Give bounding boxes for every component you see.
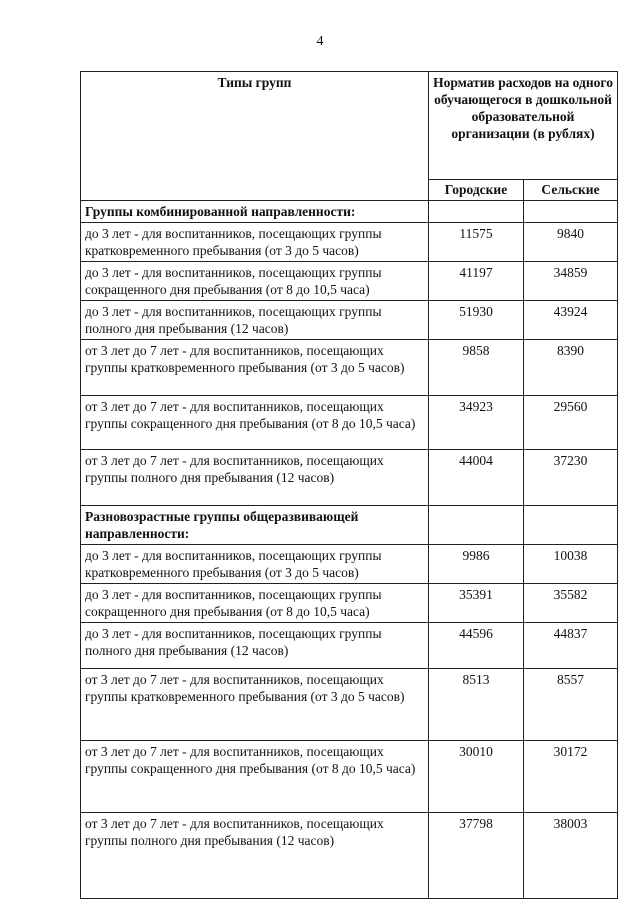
header-rural: Сельские: [524, 180, 618, 201]
city-value: 9858: [429, 340, 524, 396]
table-row: [81, 623, 618, 669]
rural-value: 8557: [524, 669, 618, 741]
table-row: [81, 223, 618, 262]
table-row: [81, 741, 618, 813]
rural-value: 29560: [524, 396, 618, 450]
table-row: [81, 669, 618, 741]
rural-value: 10038: [524, 545, 618, 584]
group-type: до 3 лет - для воспитанников, посещающих группы полного дня пребывания (12 часов): [81, 301, 429, 340]
city-value: 35391: [429, 584, 524, 623]
rural-value: 9840: [524, 223, 618, 262]
norms-table: [80, 71, 618, 899]
city-value: 8513: [429, 669, 524, 741]
city-value: 34923: [429, 396, 524, 450]
section-title: Разновозрастные группы общеразвивающей направленности:: [81, 506, 429, 545]
table-row: [81, 301, 618, 340]
section-row: [81, 506, 618, 545]
header-city: Городские: [429, 180, 524, 201]
table-row: [81, 450, 618, 506]
page-number: 4: [316, 34, 324, 49]
rural-value: 8390: [524, 340, 618, 396]
rural-value: 37230: [524, 450, 618, 506]
header-group-types: Типы групп: [81, 72, 429, 201]
city-value: 51930: [429, 301, 524, 340]
city-value: 11575: [429, 223, 524, 262]
rural-value: 34859: [524, 262, 618, 301]
rural-value: 35582: [524, 584, 618, 623]
section-row: [81, 201, 618, 223]
city-value: 44004: [429, 450, 524, 506]
city-value: 41197: [429, 262, 524, 301]
city-value: 37798: [429, 813, 524, 899]
group-type: до 3 лет - для воспитанников, посещающих группы сокращенного дня пребывания (от 8 до 10,5 часа): [81, 262, 429, 301]
table-row: [81, 545, 618, 584]
group-type: от 3 лет до 7 лет - для воспитанников, посещающих группы кратковременного пребывания (от 3 до 5 часов): [81, 669, 429, 741]
rural-value: 38003: [524, 813, 618, 899]
rural-value: 30172: [524, 741, 618, 813]
rural-value: 43924: [524, 301, 618, 340]
group-type: от 3 лет до 7 лет - для воспитанников, посещающих группы полного дня пребывания (12 часов): [81, 450, 429, 506]
city-value: 44596: [429, 623, 524, 669]
city-value: 9986: [429, 545, 524, 584]
section-title: Группы комбинированной направленности:: [81, 201, 429, 223]
table-row: [81, 262, 618, 301]
table-row: [81, 396, 618, 450]
group-type: от 3 лет до 7 лет - для воспитанников, посещающих группы полного дня пребывания (12 часов): [81, 813, 429, 899]
table-row: [81, 584, 618, 623]
group-type: до 3 лет - для воспитанников, посещающих группы кратковременного пребывания (от 3 до 5 часов): [81, 223, 429, 262]
table-row: [81, 340, 618, 396]
group-type: до 3 лет - для воспитанников, посещающих группы сокращенного дня пребывания (от 8 до 10,5 часа): [81, 584, 429, 623]
group-type: от 3 лет до 7 лет - для воспитанников, посещающих группы сокращенного дня пребывания (от 8 до 10,5 часа): [81, 396, 429, 450]
group-type: от 3 лет до 7 лет - для воспитанников, посещающих группы сокращенного дня пребывания (от 8 до 10,5 часа): [81, 741, 429, 813]
group-type: до 3 лет - для воспитанников, посещающих группы полного дня пребывания (12 часов): [81, 623, 429, 669]
city-value: 30010: [429, 741, 524, 813]
group-type: до 3 лет - для воспитанников, посещающих группы кратковременного пребывания (от 3 до 5 часов): [81, 545, 429, 584]
table-row: [81, 813, 618, 899]
header-norm: Норматив расходов на одного обучающегося в дошкольной образовательной организации (в рублях): [429, 72, 618, 180]
rural-value: 44837: [524, 623, 618, 669]
group-type: от 3 лет до 7 лет - для воспитанников, посещающих группы кратковременного пребывания (от 3 до 5 часов): [81, 340, 429, 396]
